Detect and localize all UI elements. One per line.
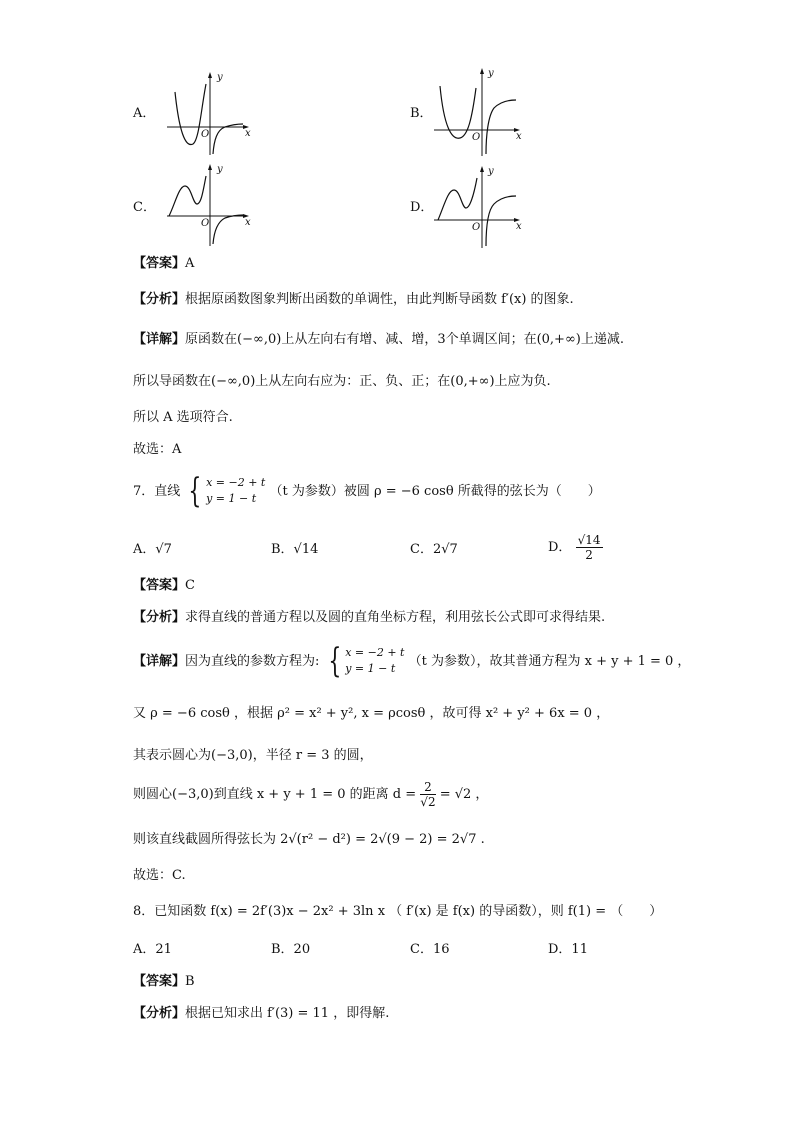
q8-stem: 8．已知函数 f(x) = 2f′(3)x − 2x² + 3ln x （ f′(x) 是 f(x) 的导函数），则 f(1) = （ ） xyxy=(133,904,663,919)
q8-option-b: B．20 xyxy=(271,942,311,957)
q8-option-a: A．21 xyxy=(133,942,172,957)
q6-graph-d xyxy=(432,164,532,250)
q6-analysis: 根据原函数图象判断出函数的单调性，由此判断导函数 f′(x) 的图象. xyxy=(185,292,574,307)
q7-option-a: A．√7 xyxy=(133,542,172,557)
q6-option-b-label: B． xyxy=(410,106,433,121)
axis-origin-label: O xyxy=(472,132,481,143)
q6-answer-line: 【答案】A xyxy=(133,256,195,271)
q8-answer: B xyxy=(185,974,195,989)
q6-detail-1: 原函数在(−∞,0)上从左向右有增、减、增，3个单调区间；在(0,+∞)上递减. xyxy=(185,332,624,347)
axis-x-label: x xyxy=(516,131,522,142)
q7-stem: 7．直线 { x = −2 + t y = 1 − t （t 为参数）被圆 ρ = −6 cosθ 所截得的弦长为（ ） xyxy=(133,471,601,511)
q6-option-d-label: D． xyxy=(410,200,434,215)
q7-detail-3: 其表示圆心为(−3,0)，半径 r = 3 的圆， xyxy=(133,748,373,763)
axis-x-label: x xyxy=(245,217,251,228)
q6-graph-a xyxy=(165,70,255,158)
axis-x-label: x xyxy=(516,221,522,232)
q7-answer: C xyxy=(185,578,195,593)
q6-graph-b xyxy=(432,66,532,158)
q6-answer: A xyxy=(185,256,195,271)
axis-y-label: y xyxy=(217,72,223,83)
q7-analysis: 求得直线的普通方程以及圆的直角坐标方程，利用弦长公式即可求得结果. xyxy=(185,610,606,625)
q6-detail-line: 【详解】原函数在(−∞,0)上从左向右有增、减、增，3个单调区间；在(0,+∞)上递减. xyxy=(133,332,624,347)
q7-option-d: D． $\frac{√14}{2}$ xyxy=(548,533,601,562)
q6-final: 故选：A xyxy=(133,442,182,457)
axis-origin-label: O xyxy=(201,218,210,229)
q6-graph-c xyxy=(165,162,255,250)
q6-detail-2: 所以导函数在(−∞,0)上从左向右应为：正、负、正；在(0,+∞)上应为负. xyxy=(133,374,551,389)
q7-detail-4: 则圆心(−3,0)到直线 x + y + 1 = 0 的距离 d = $\frac{2}{√2}$ = √2 ， xyxy=(133,780,489,809)
q7-analysis-line: 【分析】求得直线的普通方程以及圆的直角坐标方程，利用弦长公式即可求得结果. xyxy=(133,610,606,625)
q8-option-d: D．11 xyxy=(548,942,588,957)
q7-detail-2: 又 ρ = −6 cosθ ，根据 ρ² = x² + y², x = ρcosθ ，故可得 x² + y² + 6x = 0 ， xyxy=(133,706,610,721)
q8-option-c: C．16 xyxy=(410,942,450,957)
q7-detail-5: 则该直线截圆所得弦长为 2√(r² − d²) = 2√(9 − 2) = 2√7 . xyxy=(133,832,485,847)
q7-option-b: B．√14 xyxy=(271,542,319,557)
q6-option-c-label: C． xyxy=(133,200,156,215)
q6-analysis-line: 【分析】根据原函数图象判断出函数的单调性，由此判断导函数 f′(x) 的图象. xyxy=(133,292,574,307)
axis-x-label: x xyxy=(245,128,251,139)
q8-answer-line: 【答案】B xyxy=(133,974,195,989)
axis-y-label: y xyxy=(488,68,494,79)
q8-analysis-line: 【分析】根据已知求出 f′(3) = 11 ，即得解. xyxy=(133,1006,390,1021)
q8-analysis: 根据已知求出 f′(3) = 11 ，即得解. xyxy=(185,1006,390,1021)
axis-y-label: y xyxy=(217,164,223,175)
q7-detail-line: 【详解】因为直线的参数方程为: { x = −2 + t y = 1 − t （t 为参数），故其普通方程为 x + y + 1 = 0 ， xyxy=(133,641,691,681)
q7-option-c: C．2√7 xyxy=(410,542,458,557)
q6-detail-3: 所以 A 选项符合. xyxy=(133,410,233,425)
axis-origin-label: O xyxy=(472,222,481,233)
q7-final: 故选：C. xyxy=(133,868,186,883)
q6-option-a-label: A． xyxy=(133,106,156,121)
axis-y-label: y xyxy=(488,166,494,177)
q7-param-system: { x = −2 + t y = 1 − t xyxy=(188,471,266,511)
axis-origin-label: O xyxy=(201,129,210,140)
q7-answer-line: 【答案】C xyxy=(133,578,195,593)
